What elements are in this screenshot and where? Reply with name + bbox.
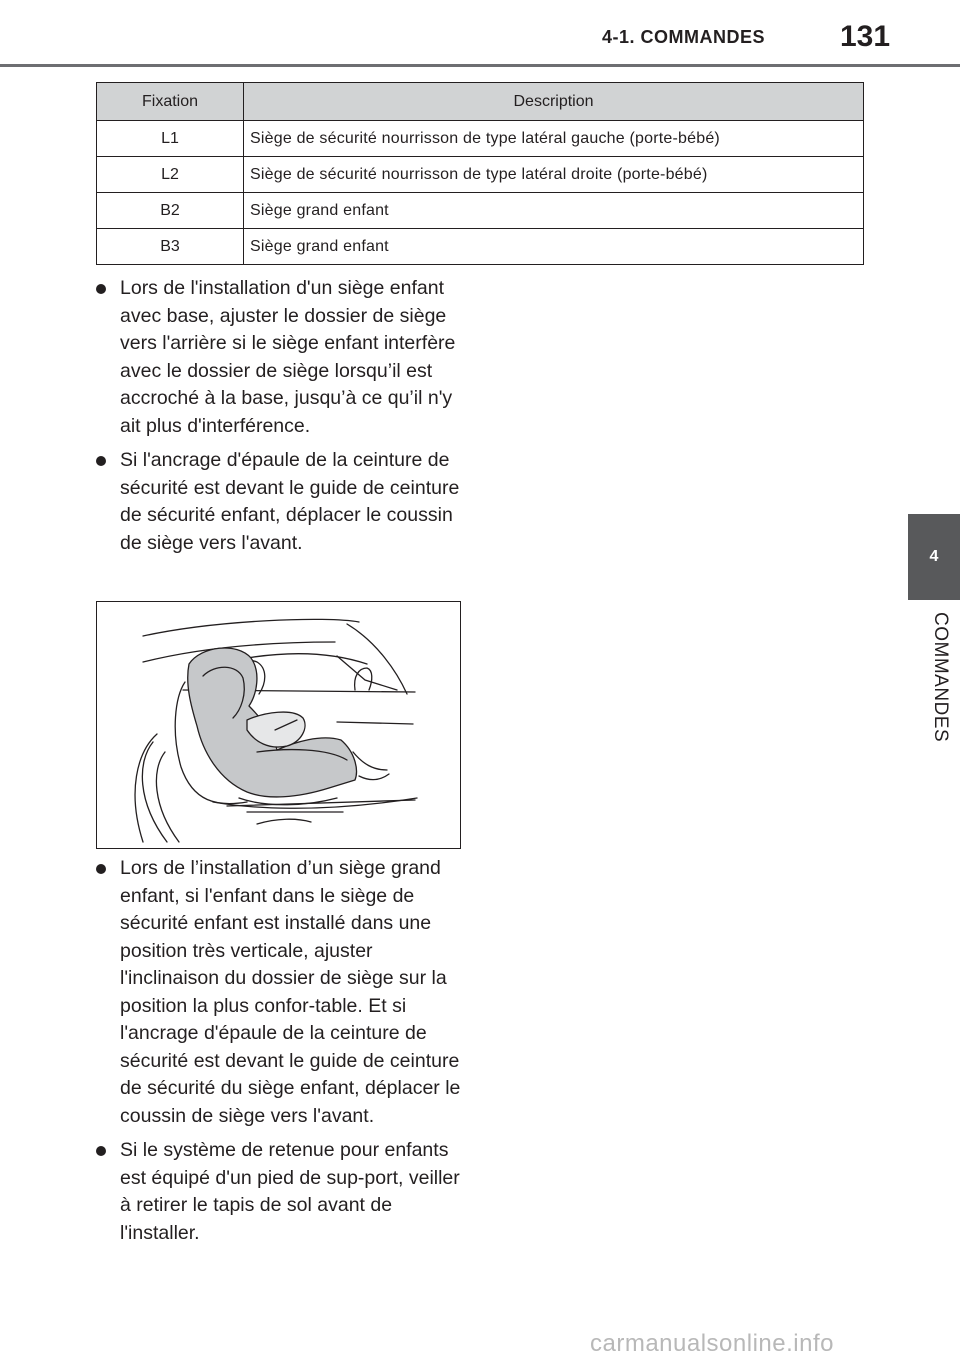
cell-description: Siège grand enfant	[244, 229, 864, 265]
bullet-icon	[96, 864, 106, 874]
list-item	[96, 1137, 466, 1247]
child-seat-illustration	[96, 601, 461, 849]
bullet-text: Lors de l'installation d'un siège enfant avec base, ajuster le dossier de siège vers l'arrière si le siège enfant interfère avec le dossier de siège lorsqu’il est accroché à la base, jusqu’à ce qu’il n'y ait plus d'interférence.	[120, 277, 456, 437]
table-header-row	[97, 83, 864, 121]
bullet-list-top	[96, 275, 466, 564]
bullet-text: Si le système de retenue pour enfants est équipé d'un pied de sup-port, veiller à retirer le tapis de sol avant de l'installer.	[120, 1139, 460, 1244]
table-row	[97, 193, 864, 229]
page-number: 131	[840, 20, 891, 53]
bullet-icon	[96, 1146, 106, 1156]
cell-fixation: B2	[97, 193, 244, 229]
cell-fixation: L2	[97, 157, 244, 193]
fixation-table	[96, 82, 864, 265]
cell-description: Siège de sécurité nourrisson de type latéral gauche (porte-bébé)	[244, 121, 864, 157]
table-row	[97, 157, 864, 193]
table-row	[97, 229, 864, 265]
list-item	[96, 447, 466, 557]
header-description: Description	[244, 83, 864, 121]
cell-description: Siège grand enfant	[244, 193, 864, 229]
header-divider	[0, 64, 960, 67]
header-fixation: Fixation	[97, 83, 244, 121]
table-row	[97, 121, 864, 157]
chapter-tab	[908, 514, 960, 600]
list-item	[96, 855, 466, 1130]
section-title: 4-1. COMMANDES	[602, 27, 766, 47]
bullet-icon	[96, 456, 106, 466]
bullet-icon	[96, 284, 106, 294]
cell-fixation: L1	[97, 121, 244, 157]
bullet-text: Lors de l’installation d’un siège grand enfant, si l'enfant dans le siège de sécurité enfant est installé dans une position très verticale, ajuster l'inclinaison du dossier de siège sur la position la plus confor-table. Et si l'ancrage d'épaule de la ceinture de sécurité est devant le guide de ceinture de sécurité du siège enfant, déplacer le coussin de siège vers l'avant.	[120, 857, 461, 1127]
bullet-list-bottom	[96, 855, 466, 1254]
chapter-label: COMMANDES	[930, 612, 951, 743]
cell-fixation: B3	[97, 229, 244, 265]
watermark: carmanualsonline.info	[590, 1330, 834, 1357]
list-item	[96, 275, 466, 440]
bullet-text: Si l'ancrage d'épaule de la ceinture de sécurité est devant le guide de ceinture de sécurité enfant, déplacer le coussin de siège vers l'avant.	[120, 449, 460, 554]
cell-description: Siège de sécurité nourrisson de type latéral droite (porte-bébé)	[244, 157, 864, 193]
chapter-number: 4	[929, 548, 939, 565]
